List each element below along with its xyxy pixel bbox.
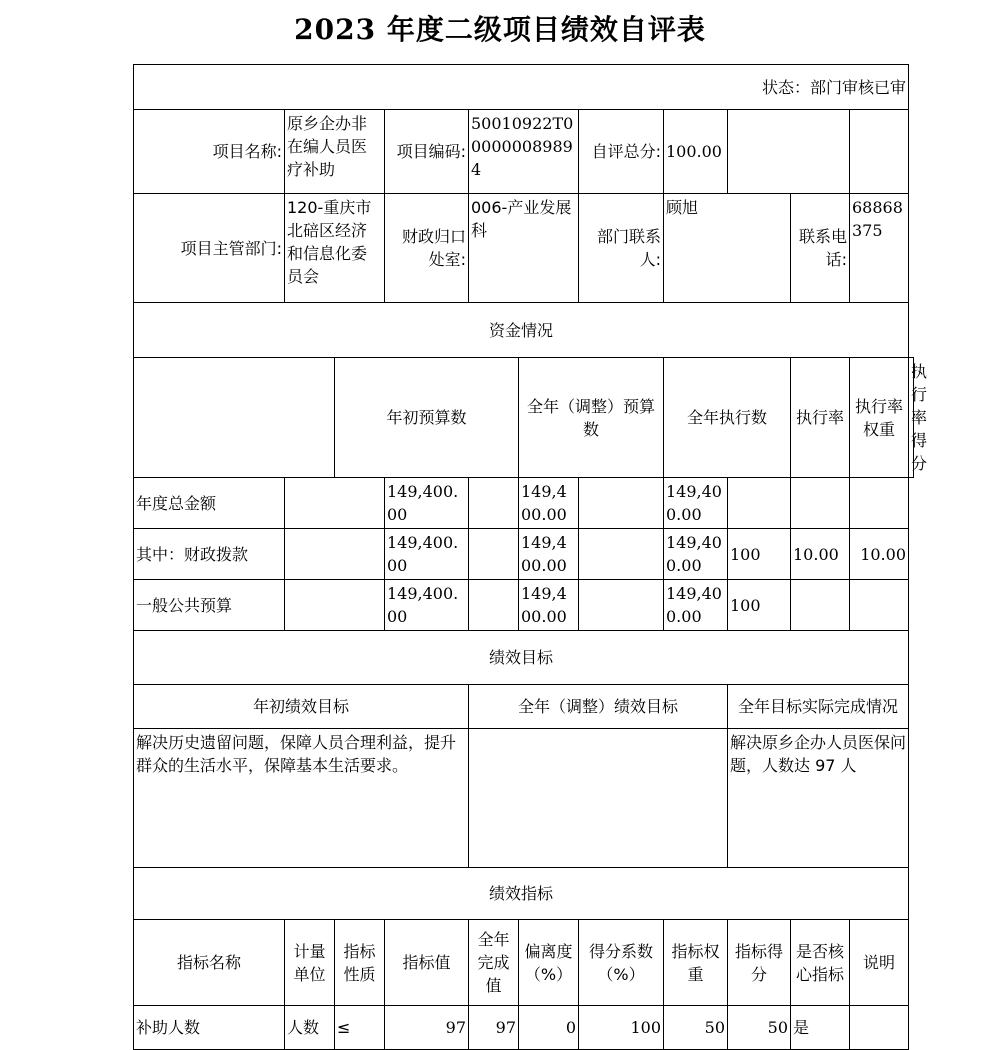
funds-header-executed: 全年执行数	[664, 358, 791, 478]
funds-row-executed: 149,400.00	[664, 580, 728, 631]
evaluation-table	[133, 64, 928, 1050]
ind-header-note: 说明	[850, 920, 909, 1006]
funds-header-adjusted: 全年（调整）预算数	[519, 358, 664, 478]
funds-row-initial: 149,400.00	[385, 580, 469, 631]
funds-row-rate: 100	[728, 529, 791, 580]
ind-row-note	[850, 1006, 909, 1050]
funds-row-adjusted: 149,400.00	[519, 529, 579, 580]
funds-row-rate	[728, 478, 791, 529]
funds-row-adjusted: 149,400.00	[519, 478, 579, 529]
office-value: 006-产业发展科	[469, 194, 579, 303]
goals-initial-text: 解决历史遗留问题，保障人员合理利益，提升群众的生活水平，保障基本生活要求。	[134, 729, 469, 868]
ind-row-core: 是	[791, 1006, 850, 1050]
contact-label: 部门联系人:	[579, 194, 664, 303]
funds-header-score: 执行率得分	[909, 358, 914, 478]
ind-header-core: 是否核心指标	[791, 920, 850, 1006]
funds-row-initial: 149,400.00	[385, 529, 469, 580]
funds-row-score	[850, 478, 909, 529]
funds-row-score: 10.00	[850, 529, 909, 580]
funds-header-initial: 年初预算数	[335, 358, 519, 478]
funds-row-executed: 149,400.00	[664, 529, 728, 580]
funds-row-name: 其中：财政拨款	[134, 529, 285, 580]
ind-row-name: 补助人数	[134, 1006, 285, 1050]
phone-label: 联系电话:	[791, 194, 850, 303]
goals-section-title: 绩效目标	[134, 631, 909, 685]
dept-value: 120-重庆市北碚区经济和信息化委员会	[285, 194, 385, 303]
page-title: 2023 年度二级项目绩效自评表	[294, 13, 706, 46]
status-text: 状态：部门审核已审	[134, 65, 909, 110]
ind-header-score: 指标得分	[728, 920, 791, 1006]
ind-header-weight: 指标权重	[664, 920, 728, 1006]
ind-header-coefficient: 得分系数（%）	[579, 920, 664, 1006]
funds-row-weight	[791, 478, 850, 529]
ind-header-deviation: 偏离度（%）	[519, 920, 579, 1006]
goals-header-initial: 年初绩效目标	[134, 685, 469, 729]
funds-row-rate: 100	[728, 580, 791, 631]
score-label: 自评总分:	[579, 110, 664, 194]
total-score: 100.00	[664, 110, 728, 194]
funds-row-executed: 149,400.00	[664, 478, 728, 529]
funds-row-weight	[791, 580, 850, 631]
funds-row-initial: 149,400.00	[385, 478, 469, 529]
ind-header-unit: 计量单位	[285, 920, 335, 1006]
contact-value: 顾旭	[664, 194, 791, 303]
goals-header-actual: 全年目标实际完成情况	[728, 685, 909, 729]
ind-header-nature: 指标性质	[335, 920, 385, 1006]
funds-header-rate: 执行率	[791, 358, 850, 478]
phone-value: 68868375	[850, 194, 909, 303]
funds-row-adjusted: 149,400.00	[519, 580, 579, 631]
indicators-section-title: 绩效指标	[134, 868, 909, 920]
funds-row-name: 一般公共预算	[134, 580, 285, 631]
ind-row-unit: 人数	[285, 1006, 335, 1050]
funds-row-score	[850, 580, 909, 631]
funds-section-title: 资金情况	[134, 303, 909, 358]
office-label: 财政归口处室:	[385, 194, 469, 303]
ind-header-name: 指标名称	[134, 920, 285, 1006]
goals-header-adjusted: 全年（调整）绩效目标	[469, 685, 728, 729]
project-code: 500109​22T000000089894	[469, 110, 579, 194]
ind-header-done: 全年完成值	[469, 920, 519, 1006]
ind-row-deviation: 0	[519, 1006, 579, 1050]
funds-row-name: 年度总金额	[134, 478, 285, 529]
funds-header-weight: 执行率权重	[850, 358, 909, 478]
ind-row-score: 50	[728, 1006, 791, 1050]
project-code-label: 项目编码:	[385, 110, 469, 194]
goals-adjusted-text	[469, 729, 728, 868]
ind-row-value: 97	[385, 1006, 469, 1050]
ind-row-coefficient: 100	[579, 1006, 664, 1050]
project-name: 原乡企办非在编人员医疗补助	[285, 110, 385, 194]
ind-row-nature: ≤	[335, 1006, 385, 1050]
dept-label: 项目主管部门:	[134, 194, 285, 303]
goals-actual-text: 解决原乡企办人员医保问题，人数达 97 人	[728, 729, 909, 868]
ind-row-weight: 50	[664, 1006, 728, 1050]
ind-header-value: 指标值	[385, 920, 469, 1006]
funds-row-weight: 10.00	[791, 529, 850, 580]
project-name-label: 项目名称:	[134, 110, 285, 194]
ind-row-done: 97	[469, 1006, 519, 1050]
